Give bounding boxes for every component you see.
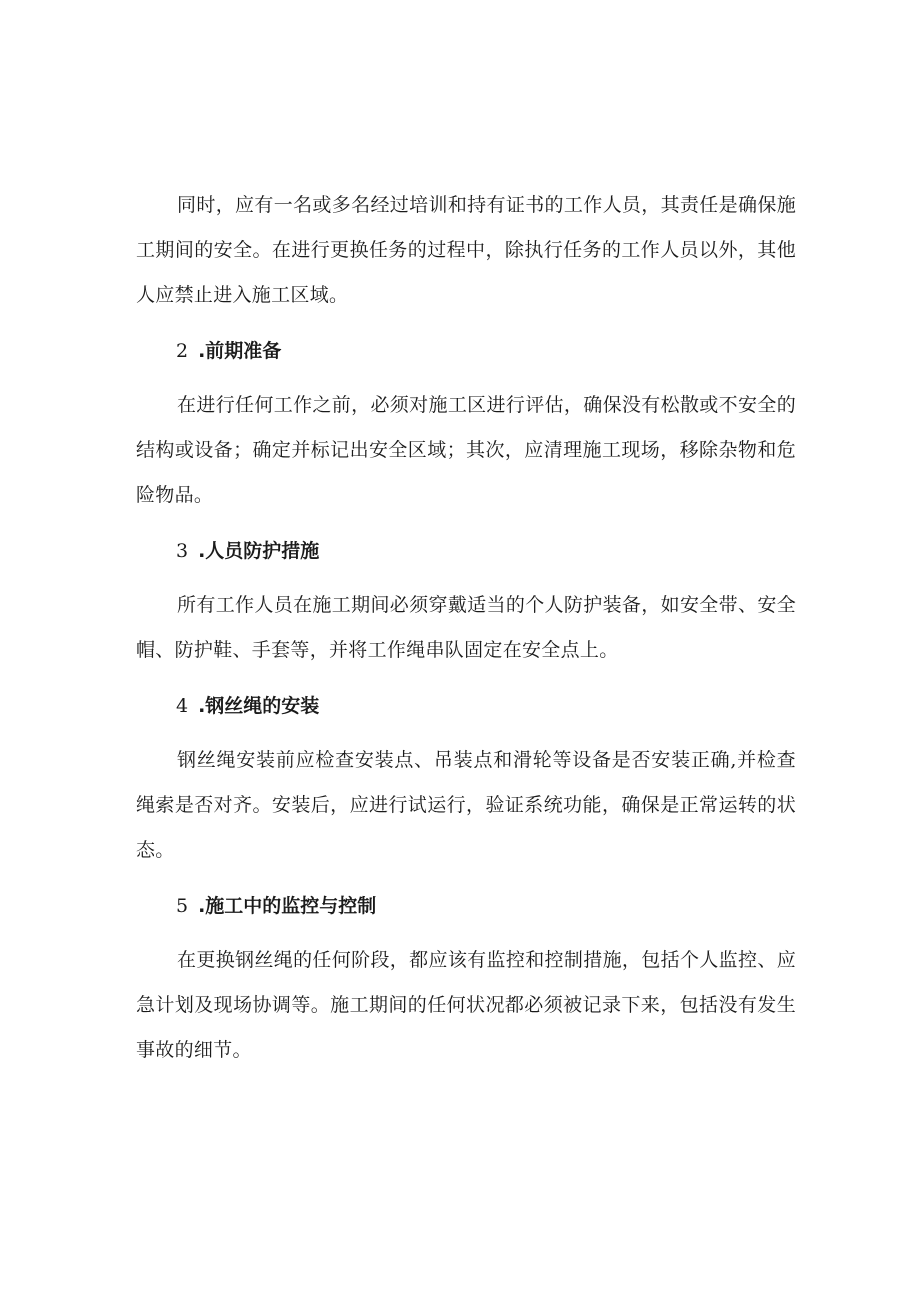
section-heading-2 bbox=[136, 339, 796, 363]
intro-paragraph: 同时，应有一名或多名经过培训和持有证书的工作人员，其责任是确保施工期间的安全。在进行更换任务的过程中，除执行任务的工作人员以外，其他人应禁止进入施工区域。 bbox=[136, 194, 796, 306]
section-title: .人员防护措施 bbox=[198, 540, 320, 562]
section-heading-5 bbox=[136, 894, 796, 918]
section-paragraph-3: 所有工作人员在施工期间必须穿戴适当的个人防护装备，如安全带、安全帽、防护鞋、手套等，并将工作绳串队固定在安全点上。 bbox=[136, 594, 796, 661]
section-heading-3 bbox=[136, 539, 796, 563]
section-title: .钢丝绳的安装 bbox=[198, 695, 320, 717]
section-title: .施工中的监控与控制 bbox=[198, 895, 377, 917]
document-body bbox=[136, 183, 796, 1073]
section-paragraph-4: 钢丝绳安装前应检查安装点、吊装点和滑轮等设备是否安装正确,并检查绳索是否对齐。安装后，应进行试运行，验证系统功能，确保是正常运转的状态。 bbox=[136, 749, 796, 861]
section-number: 4 bbox=[176, 695, 189, 717]
section-number: 3 bbox=[176, 540, 189, 562]
section-title: .前期准备 bbox=[198, 340, 282, 362]
section-heading-4 bbox=[136, 694, 796, 718]
section-paragraph-2: 在进行任何工作之前，必须对施工区进行评估，确保没有松散或不安全的结构或设备；确定并标记出安全区域；其次，应清理施工现场，移除杂物和危险物品。 bbox=[136, 394, 796, 506]
section-number: 2 bbox=[176, 340, 189, 362]
section-number: 5 bbox=[176, 895, 189, 917]
section-paragraph-5: 在更换钢丝绳的任何阶段，都应该有监控和控制措施，包括个人监控、应急计划及现场协调等。施工期间的任何状况都必须被记录下来，包括没有发生事故的细节。 bbox=[136, 949, 796, 1061]
